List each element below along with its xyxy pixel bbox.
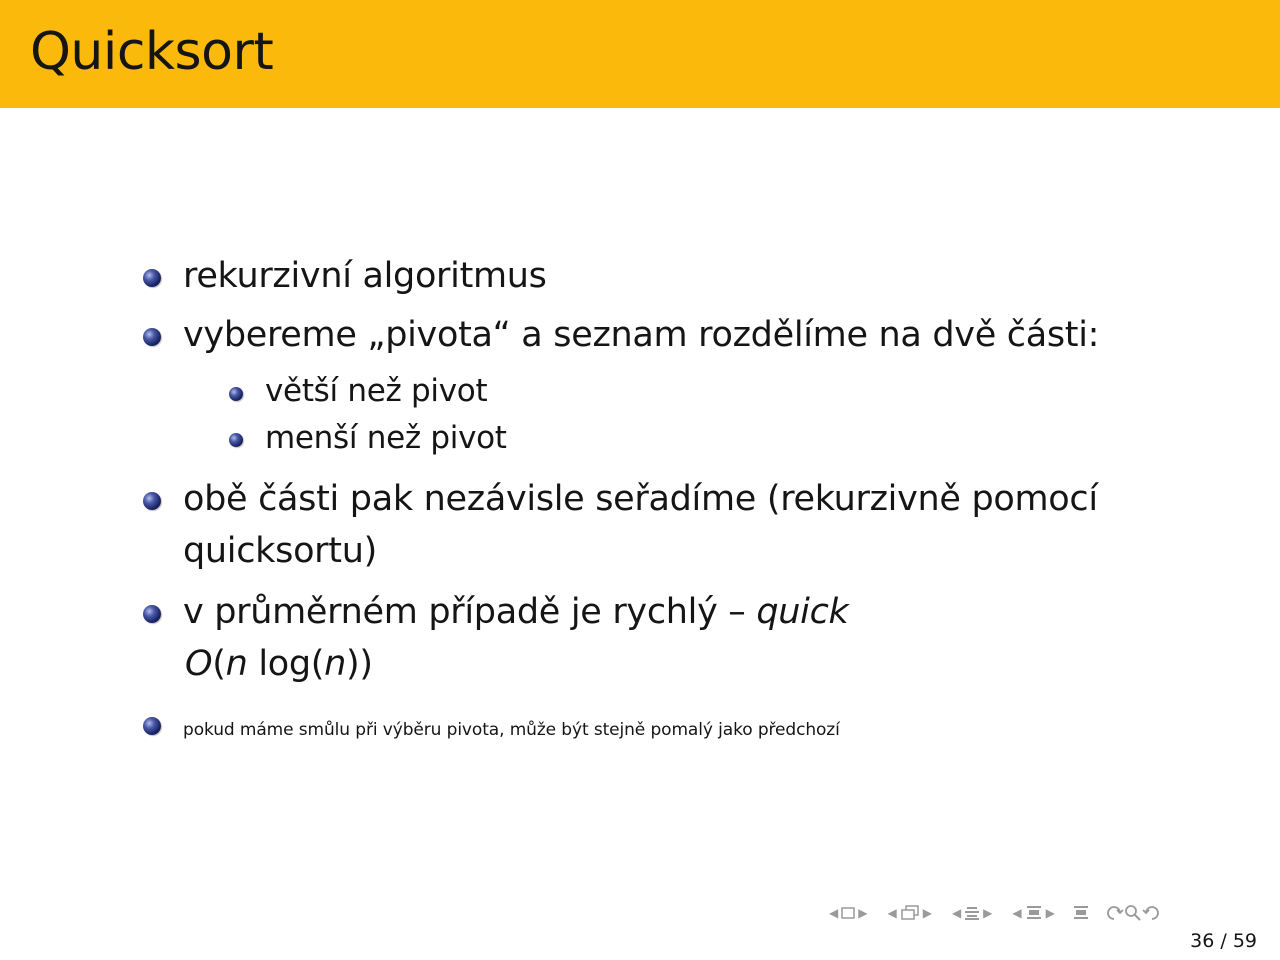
bullet-text-4-emph: quick (756, 592, 849, 632)
slide-title: Quicksort (30, 22, 274, 82)
bullet-text-3-line-2: quicksortu) (183, 531, 377, 571)
prev-section-icon[interactable]: ◀ (951, 906, 962, 920)
prev-frame-icon[interactable]: ◀ (829, 906, 839, 920)
prev-part-icon[interactable]: ◀ (1012, 906, 1022, 920)
sub-bullet-icon (229, 433, 243, 447)
bullet-icon (143, 492, 161, 510)
bullet-icon (143, 717, 161, 735)
bullet-text-1: rekurzivní algoritmus (183, 256, 547, 296)
next-subsection-icon[interactable]: ▶ (922, 906, 932, 920)
next-frame-icon[interactable]: ▶ (858, 906, 868, 920)
bullet-icon (143, 269, 161, 287)
bullet-icon (143, 328, 161, 346)
bullet-icon (143, 605, 161, 623)
bullet-text-5: pokud máme smůlu při výběru pivota, může být stejně pomalý jako předchozí (183, 720, 840, 740)
doc-icon[interactable] (1072, 905, 1090, 921)
prev-subsection-icon[interactable]: ◀ (887, 906, 897, 920)
frame-icon[interactable] (841, 907, 855, 919)
part-icon[interactable] (1025, 905, 1043, 921)
formula-open: ( (212, 644, 226, 684)
next-section-icon[interactable]: ▶ (983, 906, 993, 920)
formula-close: )) (346, 644, 373, 684)
complexity-formula (185, 644, 373, 684)
bullet-text-4-plain: v průměrném případě je rychlý – (183, 592, 757, 632)
sub-bullet-icon (229, 387, 243, 401)
formula-n2: n (324, 644, 347, 684)
section-icon[interactable] (964, 905, 980, 921)
page-number: 36 / 59 (1190, 930, 1257, 952)
bullet-text-4-line-1 (183, 592, 848, 632)
formula-n: n (225, 644, 248, 684)
sub-bullet-text-1: větší než pivot (265, 373, 488, 409)
formula-log: log( (247, 644, 325, 684)
next-part-icon[interactable]: ▶ (1045, 906, 1055, 920)
search-icon[interactable] (1124, 904, 1142, 922)
forward-icon[interactable] (1142, 904, 1162, 922)
sub-bullet-text-2: menší než pivot (265, 420, 507, 456)
bullet-text-2: vybereme „pivota“ a seznam rozdělíme na dvě části: (183, 315, 1100, 355)
bullet-text-3-line-1: obě části pak nezávisle seřadíme (rekurzivně pomocí (183, 479, 1098, 519)
navigation-bar (826, 900, 1162, 926)
subsection-icon[interactable] (900, 905, 920, 921)
formula-O: O (185, 644, 213, 684)
back-icon[interactable] (1104, 904, 1124, 922)
